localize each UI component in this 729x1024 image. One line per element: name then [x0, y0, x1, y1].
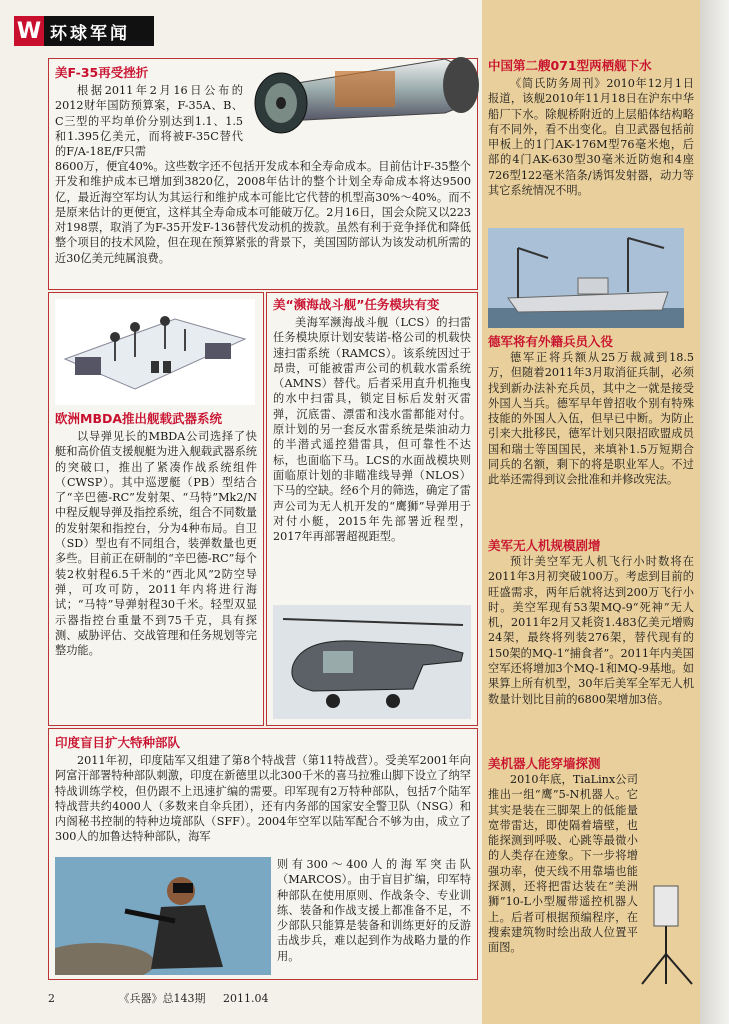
robot-text: 2010年底，TiaLinx公司推出一组“鹰”5-N机器人。它其实是装在三脚架上的低能量宽带雷达，即使隔着墙壁，也能探测到呼吸、心跳等最微小的人类存在迹象。下一步将增强功率，使天线不用靠墙也能探测，还将把雷达装在“美洲狮”10-L小型履带遥控机器人上。后者可根据预编程序，在搜索建筑物时绘出敌人位置平面图。	[488, 773, 638, 955]
lcs-article	[266, 292, 478, 726]
lcs-title: 美“濒海战斗舰”任务模块有变	[273, 297, 440, 312]
india-title: 印度盲目扩大特种部队	[55, 735, 181, 750]
page-footer	[48, 990, 269, 1006]
china-title: 中国第二艘071型两栖舰下水	[488, 58, 652, 73]
f35-text-2: 8600万，便宜40%。这些数字还不包括开发成本和全寿命成本。目前估计F-35整个开发和维护成本已增加到3820亿，2008年估计的整个计划全寿命成本将达9500亿，最近海空军均认为其运行和维护成本可能比它代替的机型高30%～40%。而不是原来估计的更便宜，这样其全寿命成本可能破万亿。2月16日，国会众院又以223对198票，取消了为F-35开发F-136替代发动机的拨款。虽然有利于竞争择优和降低整个项目的技术风险，但在现在预算紧张的背景下，美国国防部认为该发动机所需的近30亿美元纯属浪费。	[55, 160, 471, 265]
india-article	[48, 728, 478, 980]
jet-engine-image	[245, 51, 483, 139]
germany-title: 德军将有外籍兵员入役	[488, 334, 614, 349]
mbda-title: 欧洲MBDA推出舰载武器系统	[55, 411, 223, 426]
uav-text: 预计美空军无人机飞行小时数将在2011年3月初突破100万。考虑到目前的旺盛需求，两年后就将达到200万飞行小时。美空军现有53架MQ-9“死神”无人机，2011年2月又耗资1.483亿美元增购24架，最终将列装276架，替代现有的150架的MQ-1“捕食者”。2011年内美国空军还将增加3个MQ-1和MQ-9基地。如果算上所有机型，30年后美军全军无人机数量计划比目前的6800架增加3倍。	[488, 555, 694, 706]
lcs-text: 美海军濒海战斗舰（LCS）的扫雷任务模块原计划安装诺-格公司的机载快速扫雷系统（RAMCS）。该系统因过于昂贵，可能被雷声公司的机载水雷系统（AMNS）替代。后者采用直升机拖曳的水中扫雷具，锁定目标后发射灭雷弹，沉底雷、漂雷和浅水雷都能对付。原计划的另一套反水雷系统是柴油动力的半潜式遥控猎雷具，但可靠性不达标，也面临下马。LCS的水面战模块则面临原计划的非瞄准线导弹（NLOS）下马的空缺。经6个月的筛选，确定了雷声公司为无人机开发的“鹰狮”导弹用于对付小艇，2015年先部署近程型，2017年再部署超视距型。	[273, 316, 471, 544]
f35-title: 美F-35再受挫折	[55, 65, 149, 80]
india-text-2: 则有300～400人的海军突击队（MARCOS）。由于盲目扩编，印军特种部队在使用原则、作战条令、专业训练、装备和作战支援上都准备不足，不少部队只能算是装备和训练更好的反游击战步兵，难以起到作为战略力量的作用。	[277, 858, 471, 963]
helicopter-image	[273, 605, 471, 719]
india-text-1: 2011年初，印度陆军又组建了第8个特战营（第11特战营）。受美军2001年向阿富汗部署特种部队刺激，印度在新德里以北300千米的喜马拉雅山脚下设立了纳罕特战训练学校，但仍跟不上迅速扩编的需要。印军现有2万特种部队，包括7个陆军特战营共约4000人（多数来自伞兵团），还有内务部的国家安全警卫队（NSG）和内阁秘书控制的特种边境部队（SFF）。2004年空军以陆军配合不够为由，成立了300人的加鲁达特种部队，海军	[55, 754, 471, 844]
header-title: 环球军闻	[50, 23, 130, 44]
china-text: 《简氏防务周刊》2010年12月1日报道，该舰2010年11月18日在沪东中华船厂下水。除舰桥附近的上层船体结构略有不同外，看不出变化。自卫武器包括前甲板上的1门AK-176M型76毫米炮，后部的4门AK-630型30毫米近防炮和4座726型122毫米箔条/诱饵发射器，动力等其它系统情况不明。	[488, 77, 694, 198]
ship-image	[488, 228, 684, 328]
uav-title: 美军无人机规模剧增	[488, 538, 601, 553]
issue-date: 2011.04	[223, 992, 269, 1005]
soldier-image	[55, 857, 271, 975]
header-logo-letter: W	[14, 16, 44, 46]
tripod-radar-image	[636, 880, 700, 988]
germany-text: 德军正将兵额从25万裁减到18.5万，但随着2011年3月取消征兵制，必须找到新办法补充兵员，其中之一就是接受外国人当兵。德军早年曾招收个别有特殊技能的外国人入伍，但早已中断。为防止引来大批移民，德军计划只限招欧盟成员国和瑞士等国国民，来填补1.5万短期合同兵的名额，剩下的将是职业军人。不过此举还需得到议会批准和并修改宪法。	[488, 351, 694, 487]
section-header	[14, 16, 154, 46]
mbda-text: 以导弹见长的MBDA公司选择了快艇和高价值支援舰艇为进入舰载武器系统的突破口，推出了紧凑作战系统组件（CWSP）。其中巡逻艇（PB）型结合了“辛巴德-RC”发射架、“马特”Mk2/N中程反舰导弹及指控系统，组合不同数量的发射架和指控台，分为4种布局。自卫（SD）型也有不同组合，装弹数量也更多些。目前正在研制的“辛巴德-RC”每个装2枚射程6.5千米的“西北风”2防空导弹，可攻可防，2011年内将进行海试；“马特”导弹射程30千米。轻型双显示器指控台重量不到75千克，具有探测、威胁评估、交战管理和任务规划等完整功能。	[55, 430, 257, 658]
robot-title: 美机器人能穿墙探测	[488, 756, 601, 771]
f35-article	[48, 58, 478, 290]
f35-text-1: 根据2011年2月16日公布的2012财年国防预算案，F-35A、B、C三型的平均单价分别达到1.1、1.5和1.395亿美元，而将被F-35C替代的F/A-18E/F只需	[55, 84, 243, 159]
page-number: 2	[48, 992, 55, 1005]
mbda-system-diagram	[55, 299, 255, 405]
page-edge	[700, 0, 729, 1024]
mbda-article	[48, 292, 264, 726]
journal-name: 《兵器》总143期	[118, 992, 206, 1005]
